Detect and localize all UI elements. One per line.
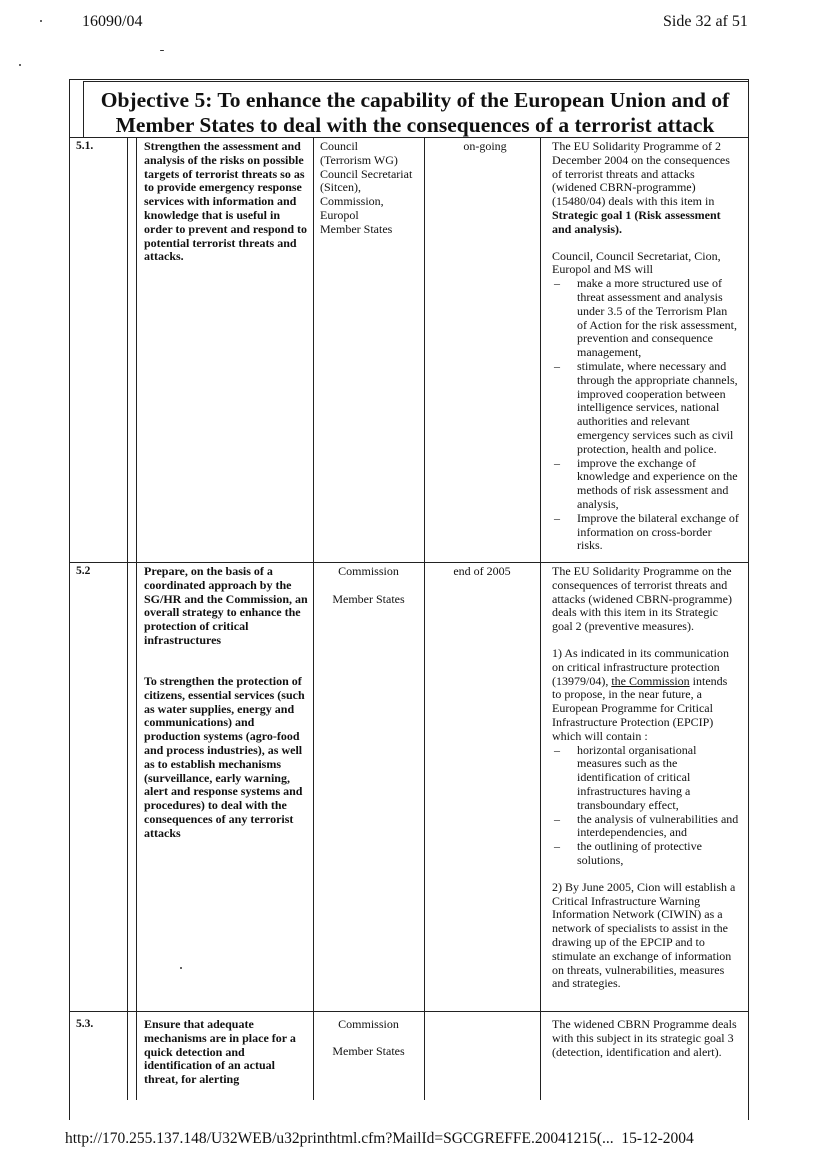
measure-text: Strengthen the assessment and analysis of the risks on possible targets of terrorist threats so as to provide emergency response services with information and knowledge that is useful in order to prevent and respond to potential terrorist threats and attacks. bbox=[144, 139, 308, 264]
status-underlined: the Commission bbox=[611, 673, 690, 688]
footer-url: http://170.255.137.148/U32WEB/u32printhtml.cfm?MailId=SGCGREFFE.20041215(... bbox=[65, 1130, 614, 1147]
table-rule bbox=[69, 1011, 748, 1012]
status-bullet-list bbox=[552, 277, 739, 553]
status-paragraph: intends to propose, in the near future, a European Programme for Critical Infrastructure Protection (EPCIP) which will contain : bbox=[552, 673, 728, 743]
status-bullet-list bbox=[552, 744, 739, 868]
status-bullet: – the outlining of protective solutions, bbox=[552, 840, 739, 868]
status-paragraph: Council, Council Secretariat, Cion, Europol and MS will bbox=[552, 248, 721, 277]
objective-title: Objective 5: To enhance the capability of the European Union and of Member States to deal with the consequences of a terrorist attack bbox=[100, 88, 730, 137]
status-bullet: – improve the exchange of knowledge and experience on the methods of risk assessment and analysis, bbox=[552, 457, 739, 512]
deadline: end of 2005 bbox=[453, 564, 511, 578]
table-rule bbox=[69, 137, 748, 138]
measure-text: Ensure that adequate mechanisms are in place for a quick detection and identification of an actual threat, for alerting bbox=[144, 1017, 296, 1087]
column-rule bbox=[313, 137, 314, 1100]
body-line: Commission bbox=[338, 1017, 399, 1031]
competent-body bbox=[320, 140, 424, 237]
competent-body bbox=[313, 1018, 424, 1059]
page-number: Side 32 af 51 bbox=[663, 13, 748, 30]
column-rule bbox=[127, 137, 128, 1100]
status-strategic-goal: Strategic goal 1 (Risk assessment and analysis). bbox=[552, 207, 721, 236]
body-line: (Sitcen), bbox=[320, 180, 361, 195]
body-line: Council bbox=[320, 139, 358, 153]
column-rule bbox=[540, 137, 541, 1100]
status-bullet: – Improve the bilateral exchange of information on cross-border risks. bbox=[552, 512, 739, 553]
body-line: Europol bbox=[320, 207, 359, 222]
status-intro: The EU Solidarity Programme of 2 December 2004 on the consequences of terrorist threats and attacks (widened CBRN-programme) (15480/04) deals with this item in bbox=[552, 139, 730, 209]
status-intro: The EU Solidarity Programme on the consequences of terrorist threats and attacks (widened CBRN-programme) deals with this item in its Strategic goal 2 (preventive measures). bbox=[552, 564, 732, 634]
column-rule bbox=[424, 137, 425, 1100]
row-number: 5.3. bbox=[76, 1018, 94, 1030]
table-rule bbox=[69, 562, 748, 563]
body-line: Member States bbox=[320, 221, 393, 236]
body-line: Member States bbox=[332, 591, 405, 606]
column-rule bbox=[136, 137, 137, 1100]
status-paragraph: 2) By June 2005, Cion will establish a Critical Infrastructure Warning Information Network (CIWIN) as a network of specialists to assist in the drawing up of the EPCIP and to stimulate an exchange of information on threats, vulnerabilities, measures and strategies. bbox=[552, 879, 736, 991]
document-number: 16090/04 bbox=[82, 13, 143, 30]
status-bullet: – the analysis of vulnerabilities and interdependencies, and bbox=[552, 813, 739, 841]
body-line: Commission bbox=[338, 564, 399, 578]
status-text: The widened CBRN Programme deals with this subject in its strategic goal 3 (detection, identification and alert). bbox=[552, 1017, 737, 1059]
body-line: Member States bbox=[332, 1043, 405, 1058]
status-text bbox=[552, 140, 739, 553]
scan-speck bbox=[180, 967, 182, 969]
scan-speck bbox=[40, 20, 42, 22]
status-paragraph: 1) As indicated in its communication on critical infrastructure protection (13979/04), bbox=[552, 645, 729, 688]
body-line: Council Secretariat bbox=[320, 166, 413, 181]
measure-text-secondary: To strengthen the protection of citizens, essential services (such as water supplies, energy and communications) and production systems (agro-food and process industries), as well as to establish mechanisms (surveillance, early warning, alert and response systems and procedures) to deal with the consequences of any terrorist attacks bbox=[144, 674, 305, 840]
page-footer bbox=[65, 1130, 694, 1148]
row-number: 5.1. bbox=[76, 140, 94, 152]
deadline: on-going bbox=[463, 139, 507, 153]
competent-body bbox=[313, 565, 424, 607]
scan-speck bbox=[19, 64, 21, 66]
status-bullet: – stimulate, where necessary and through the appropriate channels, improved cooperation between intelligence services, national authorities and relevant emergency services such as civil protection, health and police. bbox=[552, 360, 739, 457]
footer-date: 15-12-2004 bbox=[621, 1130, 694, 1147]
status-bullet: – horizontal organisational measures such as the identification of critical infrastructures having a transboundary effect, bbox=[552, 744, 739, 813]
measure-text: Prepare, on the basis of a coordinated approach by the SG/HR and the Commission, an overall strategy to enhance the protection of critical infrastructures bbox=[144, 564, 308, 647]
scan-speck bbox=[160, 50, 164, 51]
body-line: Commission, bbox=[320, 194, 384, 209]
body-line: (Terrorism WG) bbox=[320, 152, 398, 167]
status-text bbox=[552, 565, 739, 991]
status-bullet: – make a more structured use of threat assessment and analysis under 3.5 of the Terrorism Plan of Action for the risk assessment, prevention and consequence management, bbox=[552, 277, 739, 360]
row-number: 5.2 bbox=[76, 565, 91, 577]
